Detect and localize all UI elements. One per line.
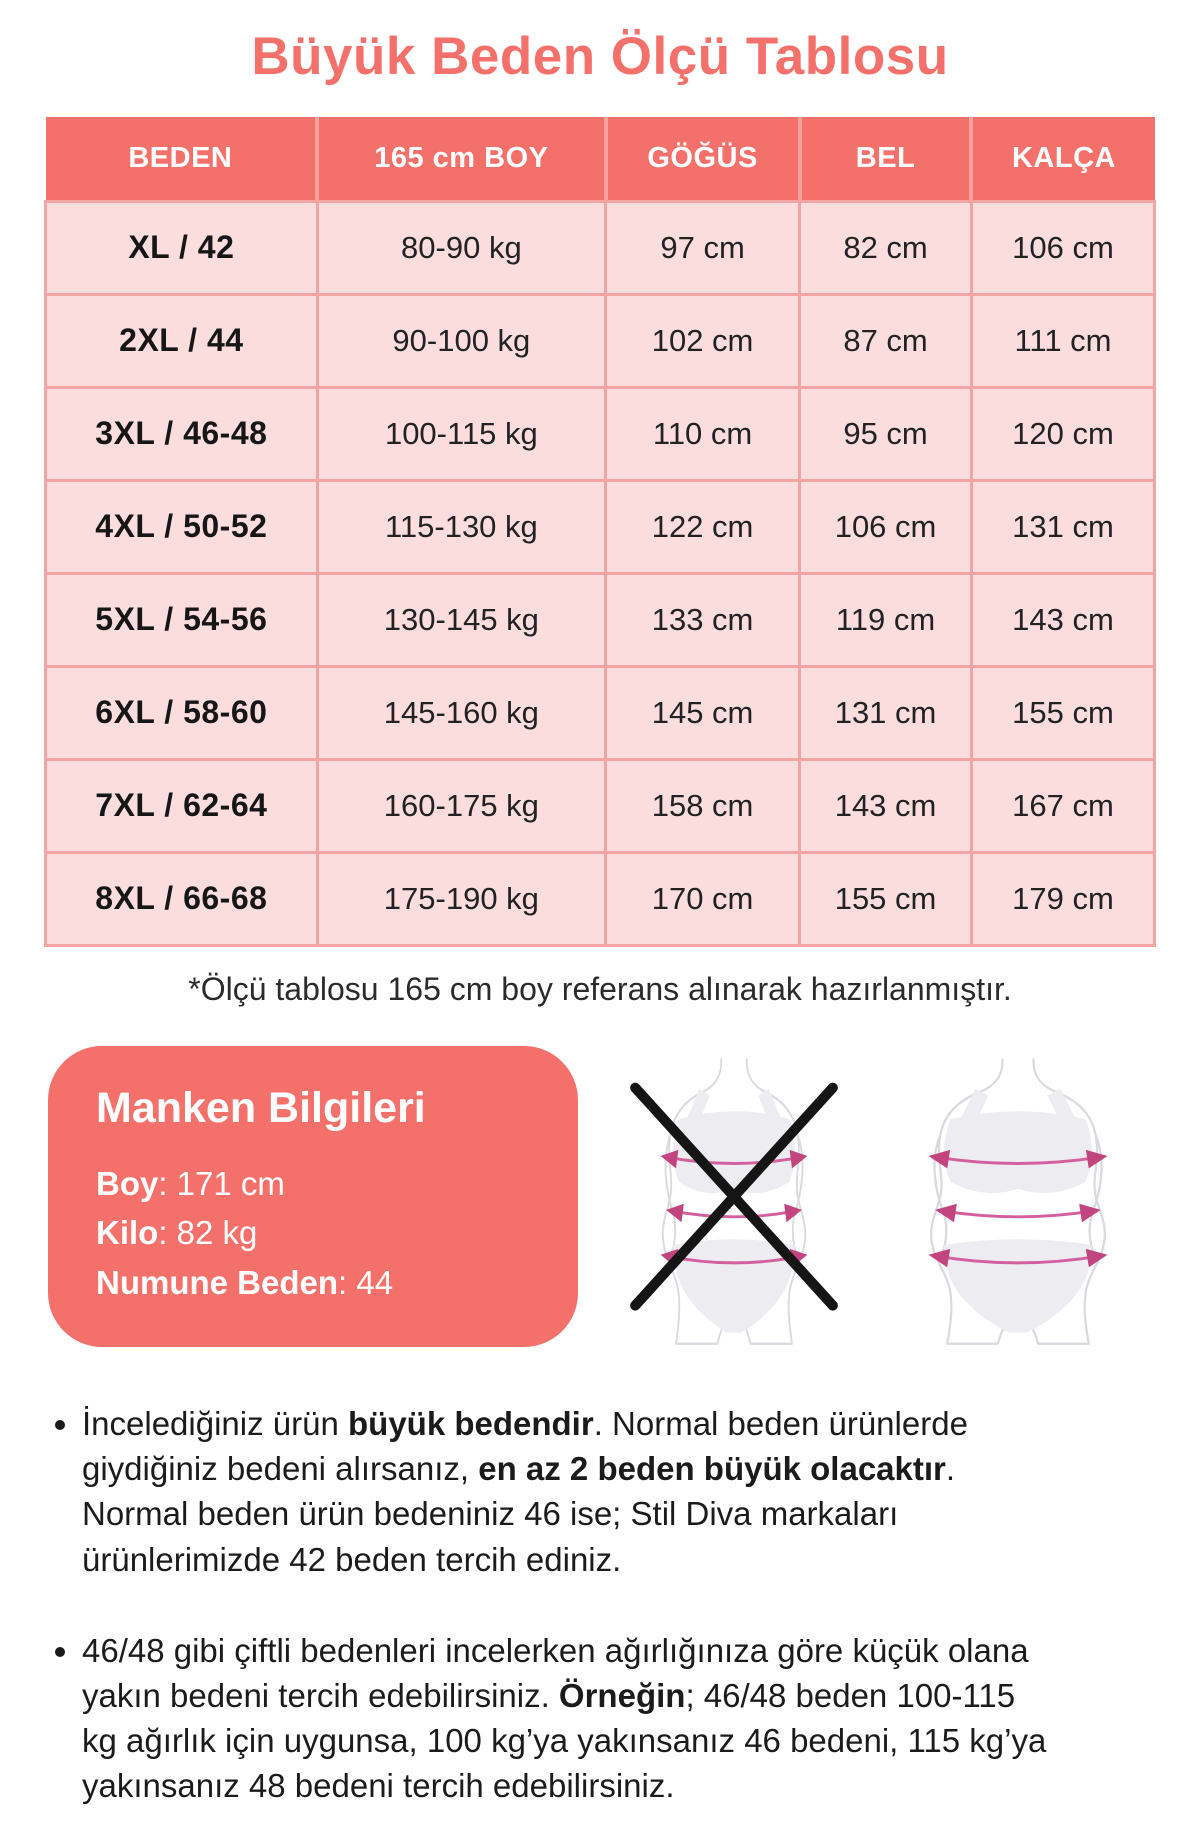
size-name-cell: 6XL / 58-60 (46, 666, 318, 759)
table-row (46, 666, 1155, 759)
measurement-cell: 175-190 kg (317, 852, 605, 945)
note-item: • 46/48 gibi çiftli bedenleri incelerken ağırlığınıza göre küçük olana yakın bedeni tercih edebilirsiniz. Örneğin; 46/48 beden 100-115 kg ağırlık için uygunsa, 100 kg’ya yakınsanız 46 bedeni, 115 kg’ya yakınsanız 48 bedeni tercih edebilirsiniz. (82, 1628, 1058, 1809)
table-footnote: *Ölçü tablosu 165 cm boy referans alınarak hazırlanmıştır. (188, 970, 1012, 1007)
model-info-title: Manken Bilgileri (96, 1083, 426, 1132)
size-name-cell: 2XL / 44 (46, 294, 318, 387)
measurement-cell: 131 cm (971, 480, 1154, 573)
column-header: 165 cm BOY (317, 117, 605, 201)
model-info-section (48, 1046, 1174, 1348)
column-header: KALÇA (971, 117, 1154, 201)
measurement-cell: 115-130 kg (317, 480, 605, 573)
size-name-cell: XL / 42 (46, 201, 318, 294)
measurement-cell: 80-90 kg (317, 201, 605, 294)
size-name-cell: 7XL / 62-64 (46, 759, 318, 852)
measurement-cell: 179 cm (971, 852, 1154, 945)
table-row (46, 852, 1155, 945)
table-row (46, 201, 1155, 294)
measurement-figures (578, 1046, 1174, 1346)
size-table-body (46, 201, 1155, 945)
measurement-cell: 119 cm (800, 573, 972, 666)
measurement-cell: 95 cm (800, 387, 972, 480)
table-row (46, 387, 1155, 480)
measurement-cell: 133 cm (606, 573, 800, 666)
measurement-cell: 167 cm (971, 759, 1154, 852)
measurement-cell: 143 cm (971, 573, 1154, 666)
size-name-cell: 3XL / 46-48 (46, 387, 318, 480)
measurement-cell: 145-160 kg (317, 666, 605, 759)
model-info-line: Boy: 171 cm (96, 1164, 285, 1202)
measurement-cell: 87 cm (800, 294, 972, 387)
note-item: • İncelediğiniz ürün büyük bedendir. Normal beden ürünlerde giydiğiniz bedeni alırsanız, en az 2 beden büyük olacaktır. Normal beden ürün bedeniniz 46 ise; Stil Diva markaları ürünlerimizde 42 beden tercih ediniz. (82, 1401, 1058, 1582)
model-info-lines (96, 1159, 550, 1308)
measurement-cell: 120 cm (971, 387, 1154, 480)
column-header: GÖĞÜS (606, 117, 800, 201)
measurement-cell: 82 cm (800, 201, 972, 294)
model-info-line: Numune Beden: 44 (96, 1263, 394, 1301)
table-row (46, 294, 1155, 387)
measurement-cell: 100-115 kg (317, 387, 605, 480)
model-info-line: Kilo: 82 kg (96, 1214, 258, 1251)
measurement-cell: 158 cm (606, 759, 800, 852)
measurement-cell: 145 cm (606, 666, 800, 759)
measurement-cell: 106 cm (800, 480, 972, 573)
model-info-box (48, 1046, 578, 1348)
size-chart-table (44, 117, 1156, 947)
table-row (46, 480, 1155, 573)
measurement-cell: 106 cm (971, 201, 1154, 294)
slim-figure-crossed-icon (595, 1054, 873, 1346)
measurement-cell: 131 cm (800, 666, 972, 759)
measurement-cell: 102 cm (606, 294, 800, 387)
table-row (46, 573, 1155, 666)
size-name-cell: 5XL / 54-56 (46, 573, 318, 666)
measurement-cell: 155 cm (800, 852, 972, 945)
column-header: BEL (800, 117, 972, 201)
page-title: Büyük Beden Ölçü Tablosu (251, 27, 949, 86)
size-notes-list (48, 1401, 1058, 1809)
column-header: BEDEN (46, 117, 318, 201)
measurement-cell: 111 cm (971, 294, 1154, 387)
measurement-cell: 90-100 kg (317, 294, 605, 387)
measurement-cell: 110 cm (606, 387, 800, 480)
size-table-header-row (46, 117, 1155, 201)
size-name-cell: 4XL / 50-52 (46, 480, 318, 573)
measurement-cell: 143 cm (800, 759, 972, 852)
table-row (46, 759, 1155, 852)
size-name-cell: 8XL / 66-68 (46, 852, 318, 945)
measurement-cell: 160-175 kg (317, 759, 605, 852)
measurement-cell: 155 cm (971, 666, 1154, 759)
plus-size-figure-icon (879, 1054, 1157, 1346)
measurement-cell: 122 cm (606, 480, 800, 573)
measurement-cell: 170 cm (606, 852, 800, 945)
measurement-cell: 130-145 kg (317, 573, 605, 666)
measurement-cell: 97 cm (606, 201, 800, 294)
